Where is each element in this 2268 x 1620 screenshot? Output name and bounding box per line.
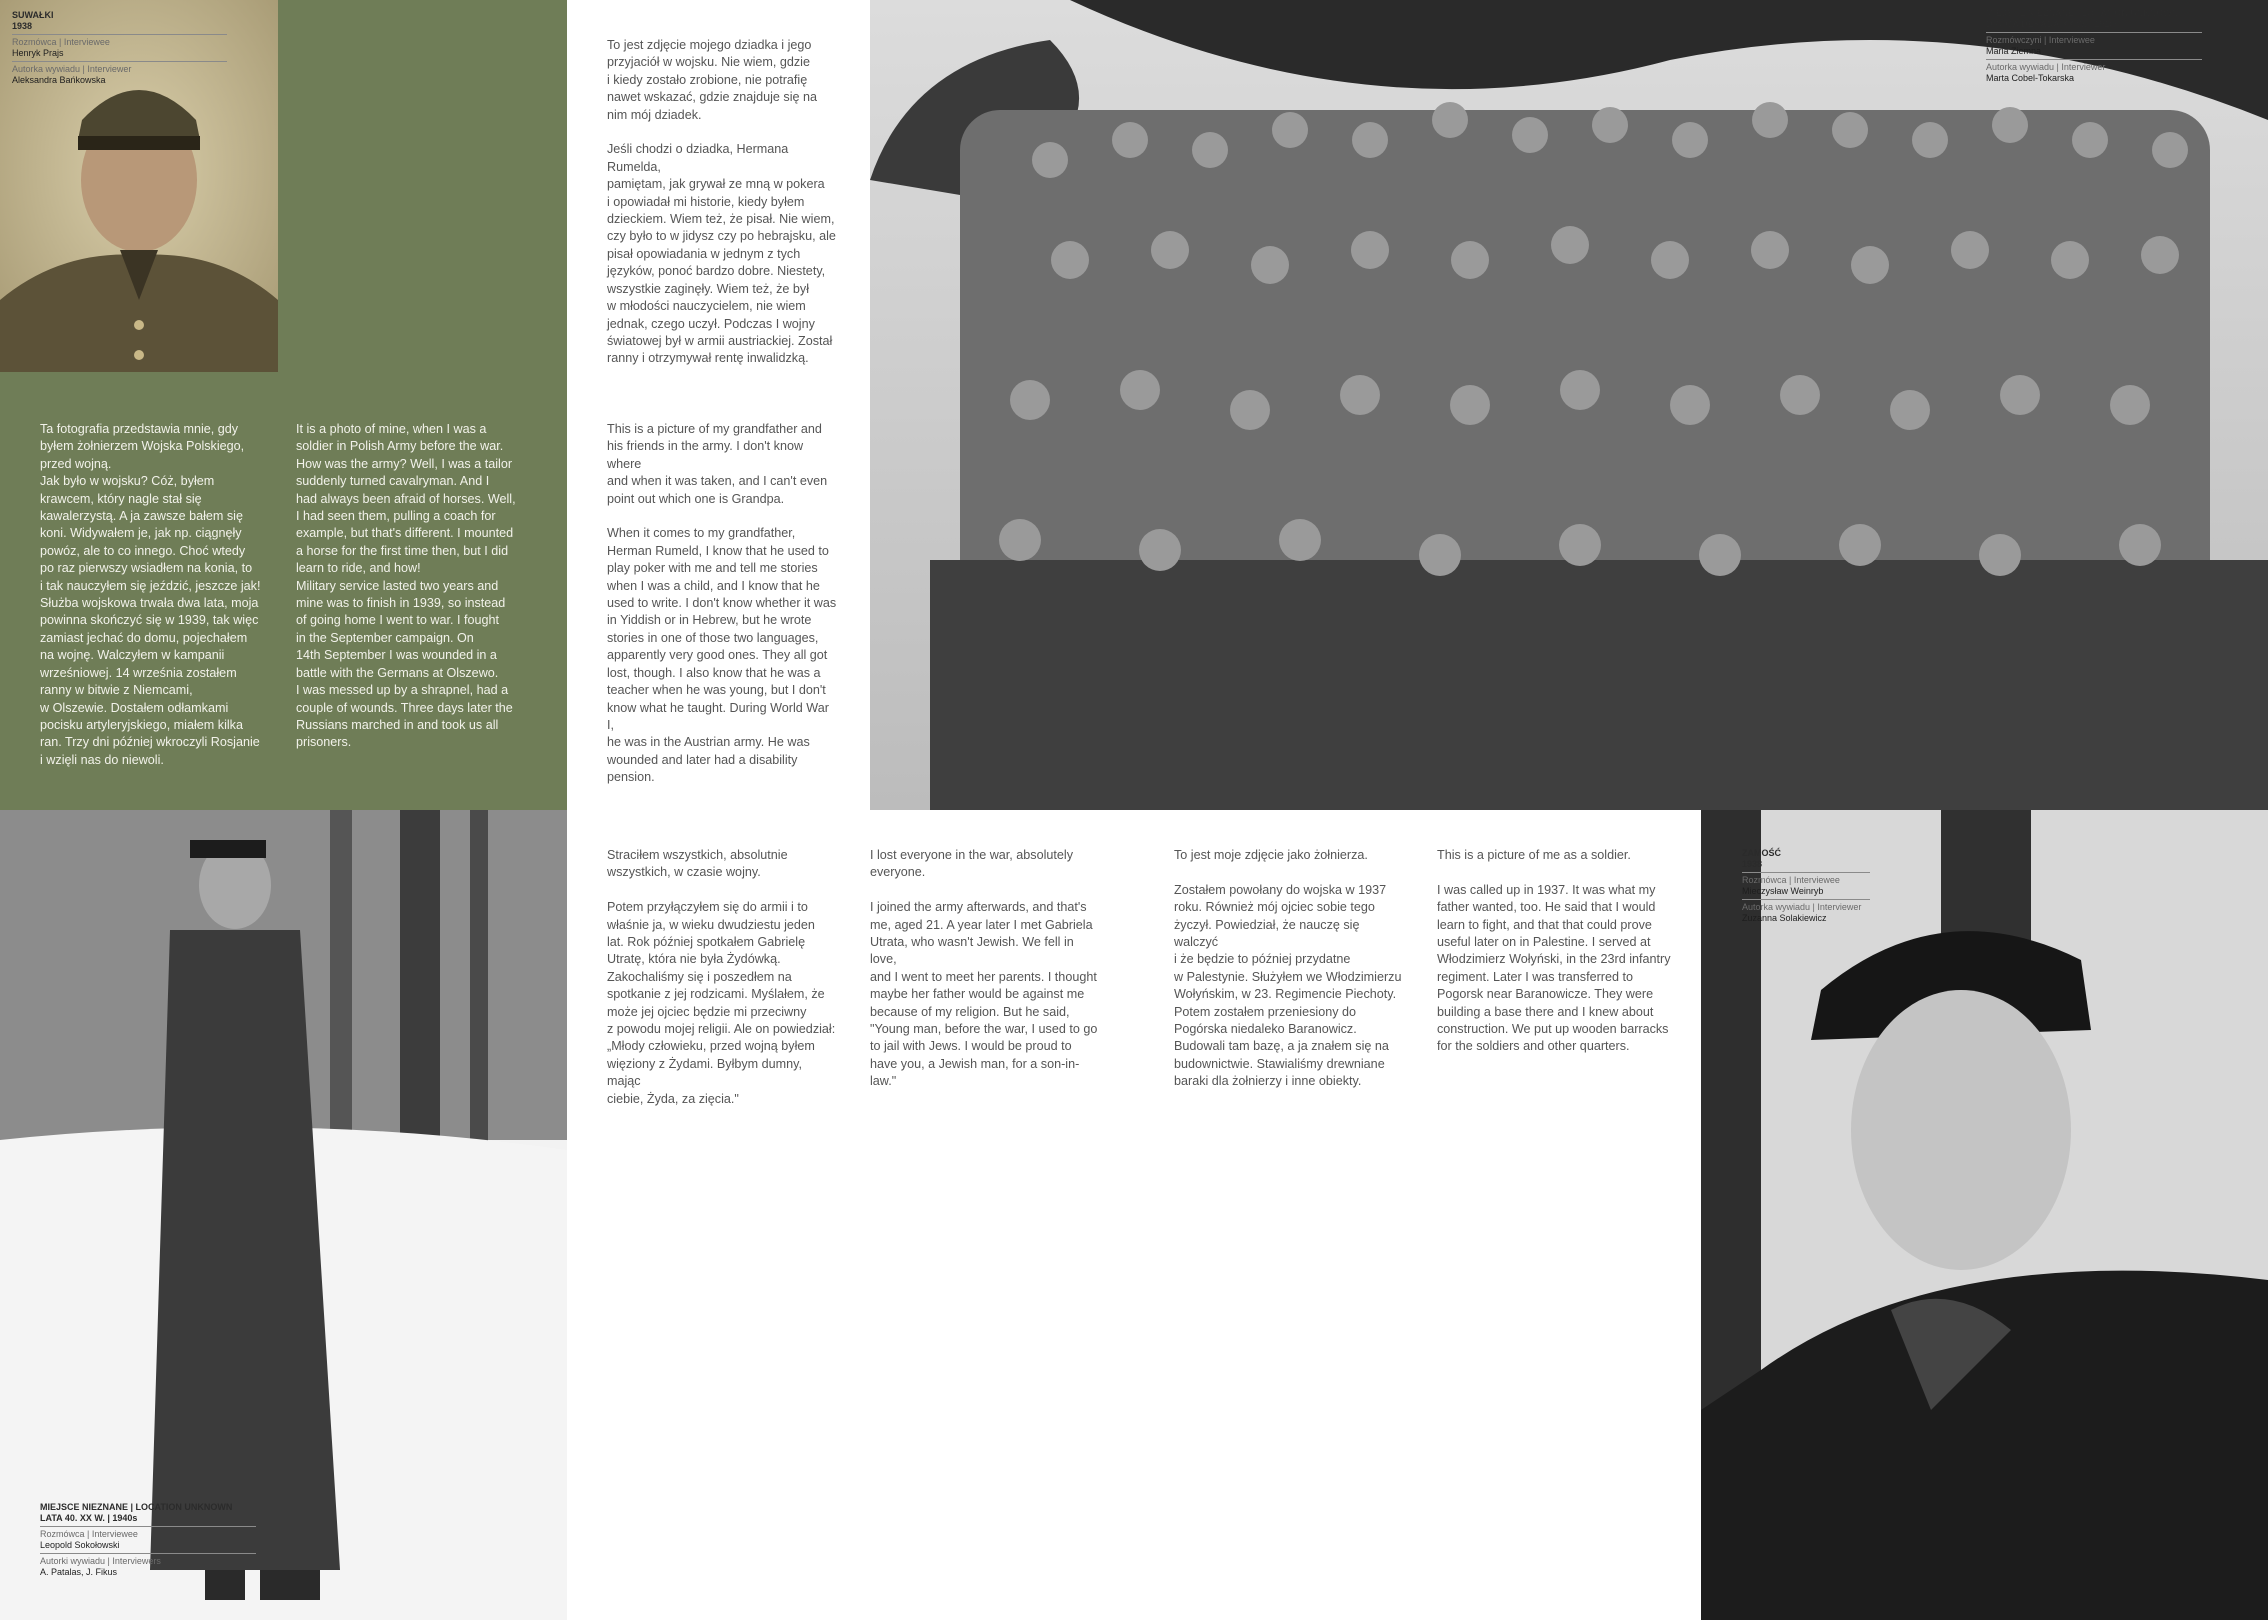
story-prajs-polish: Ta fotografia przedstawia mnie, gdy byłem żołnierzem Wojska Polskiego, przed wojną. Jak było w wojsku? Cóż, byłem krawcem, który nagle stał się kawalerzystą. A ja zawsze bałem się koni. Widywałem je, jak np. ciągnęły powóz, ale to co innego. Choć wtedy po raz pierwszy wsiadłem na konia, to i tak nauczyłem się jeździć, jeszcze jak! Służba wojskowa trwała dwa lata, moja powinna skończyć się w 1939, tak więc zamiast jechać do domu, pojechałem na wojnę. Walczyłem w kampanii wrześniowej. 14 września zostałem ranny w bitwie z Niemcami, w Olszewie. Dostałem odłamkami pocisku artyleryjskiego, miałem kilka ran. Trzy dni później wkroczyli Rosjanie i wzięli nas do niewoli.	[40, 422, 261, 767]
interviewer-name: Marta Cobel-Tokarska	[1986, 73, 2075, 83]
caption-year: DRUGA DEKADA XX W. | 1910s	[1986, 19, 2120, 29]
caption-unknown-1940s	[40, 1502, 256, 1578]
interviewer-label: Autorki wywiadu | Interviewers	[40, 1556, 161, 1566]
caption-zamosc	[1742, 848, 1870, 924]
story-weinryb-english: This is a picture of me as a soldier. I was called up in 1937. It was what my father wanted, too. He said that I would learn to fight, and that that could prove useful later on in Palestine. I served at Włodzimierz Wołyński, in the 23rd infantry regiment. Later I was transferred to Pogorsk near Baranowicze. They were building a base there and I knew about construction. We put up wooden barracks for the soldiers and other quarters.	[1437, 848, 1671, 1054]
interviewer-name: Zuzanna Solakiewicz	[1742, 913, 1827, 923]
interviewee-name: Henryk Prajs	[12, 48, 64, 58]
interviewee-name: Leopold Sokołowski	[40, 1540, 120, 1550]
interviewer-label: Autorka wywiadu | Interviewer	[12, 64, 132, 74]
story-ziemna-english: This is a picture of my grandfather and his friends in the army. I don't know where and when it was taken, and I can't even point out which one is Grandpa. When it comes to my grandfather, Herman Rumeld, I know that he used to play poker with me and tell me stories when I was a child, and I know that he used to write. I don't know whether it was in Yiddish or in Hebrew, but he wrote stories in one of those two languages, apparently very good ones. They all got lost, though. I also know that he was a teacher when he was young, but I don't know what he taught. During World War I, he was in the Austrian army. He was wounded and later had a disability pension.	[607, 422, 837, 785]
profile-portrait-zamosc	[1701, 810, 2268, 1620]
interviewer-label: Autorka wywiadu | Interviewer	[1742, 902, 1862, 912]
caption-place: MIEJSCE NIEZNANE | LOCATION UNKNOWN	[1986, 8, 2179, 18]
caption-place: MIEJSCE NIEZNANE | LOCATION UNKNOWN	[40, 1502, 233, 1512]
interviewee-label: Rozmówczyni | Interviewee	[1986, 35, 2095, 45]
interviewee-label: Rozmówca | Interviewee	[1742, 875, 1840, 885]
soldier-in-snow-photo	[0, 810, 567, 1620]
caption-suwalki	[12, 10, 227, 86]
story-weinryb-polish: To jest moje zdjęcie jako żołnierza. Zostałem powołany do wojska w 1937 roku. Również mój ojciec sobie tego życzył. Powiedział, że nauczę się walczyć i że będzie to później przydatne w Palestynie. Służyłem we Włodzimierzu Wołyńskim, w 23. Regimencie Piechoty. Potem zostałem przeniesiony do Pogórska niedaleko Baranowicz. Budowali tam bazę, a ja znałem się na budownictwie. Stawialiśmy drewniane baraki dla żołnierzy i inne obiekty.	[1174, 848, 1402, 1089]
interviewee-name: Mieczysław Weinryb	[1742, 886, 1824, 896]
interviewer-name: Aleksandra Bańkowska	[12, 75, 106, 85]
interviewer-label: Autorka wywiadu | Interviewer	[1986, 62, 2106, 72]
caption-year: 1938	[1742, 859, 1763, 869]
story-prajs-english: It is a photo of mine, when I was a soldier in Polish Army before the war. How was the army? Well, I was a tailor suddenly turned cavalryman. And I had always been afraid of horses. Well, I had seen them, pulling a coach for example, but that's different. I mounted a horse for the first time then, but I did learn to ride, and how! Military service lasted two years and mine was to finish in 1939, so instead of going home I went to war. I fought in the September campaign. On 14th September I was wounded in a battle with the Germans at Olszewo. I was messed up by a shrapnel, had a couple of wounds. Three days later the Russians marched in and took us all prisoners.	[296, 422, 516, 750]
interviewee-label: Rozmówca | Interviewee	[12, 37, 110, 47]
interviewer-name: A. Patalas, J. Fikus	[40, 1567, 118, 1577]
caption-place: SUWAŁKI	[12, 10, 54, 20]
caption-place: ZAMOŚĆ	[1742, 848, 1781, 858]
interviewee-label: Rozmówca | Interviewee	[40, 1529, 138, 1539]
story-sokolowski-polish: Straciłem wszystkich, absolutnie wszystkich, w czasie wojny. Potem przyłączyłem się do armii i to właśnie ja, w wieku dwudziestu jeden lat. Rok później spotkałem Gabrielę Utratę, która nie była Żydówką. Zakochaliśmy się i poszedłem na spotkanie z jej rodzicami. Myślałem, że może jej ojciec będzie mi przeciwny z powodu mojej religii. Ale on powiedział: „Młody człowieku, przed wojną byłem więziony z Żydami. Byłbym dumny, mając ciebie, Żyda, za zięcia."	[607, 848, 836, 1106]
interviewee-name: Maria Ziemna	[1986, 46, 2042, 56]
group-photo-1910s	[870, 0, 2268, 810]
caption-year: 1938	[12, 21, 33, 31]
caption-year: LATA 40. XX W. | 1940s	[40, 1513, 138, 1523]
green-background-top	[278, 0, 567, 372]
story-ziemna-polish: To jest zdjęcie mojego dziadka i jego przyjaciół w wojsku. Nie wiem, gdzie i kiedy zostało zrobione, nie potrafię nawet wskazać, gdzie znajduje się na nim mój dziadek. Jeśli chodzi o dziadka, Hermana Rumelda, pamiętam, jak grywał ze mną w pokera i opowiadał mi historie, kiedy byłem dzieckiem. Wiem też, że pisał. Nie wiem, czy było to w jidysz czy po hebrajsku, ale pisał opowiadania w jednym z tych języków, ponoć bardzo dobre. Niestety, wszystkie zaginęły. Wiem też, że był w młodości nauczycielem, nie wiem jednak, czego uczył. Podczas I wojny światowej był w armii austriackiej. Został ranny i otrzymywał rentę inwalidzką.	[607, 38, 836, 366]
caption-unknown-1910s	[1986, 8, 2202, 84]
story-sokolowski-english: I lost everyone in the war, absolutely everyone. I joined the army afterwards, and that's me, aged 21. A year later I met Gabriela Utrata, who wasn't Jewish. We fell in love, and I went to meet her parents. I thought maybe her father would be against me because of my religion. But he said, "Young man, before the war, I used to go to jail with Jews. I would be proud to have you, a Jewish man, for a son-in-law."	[870, 848, 1098, 1089]
